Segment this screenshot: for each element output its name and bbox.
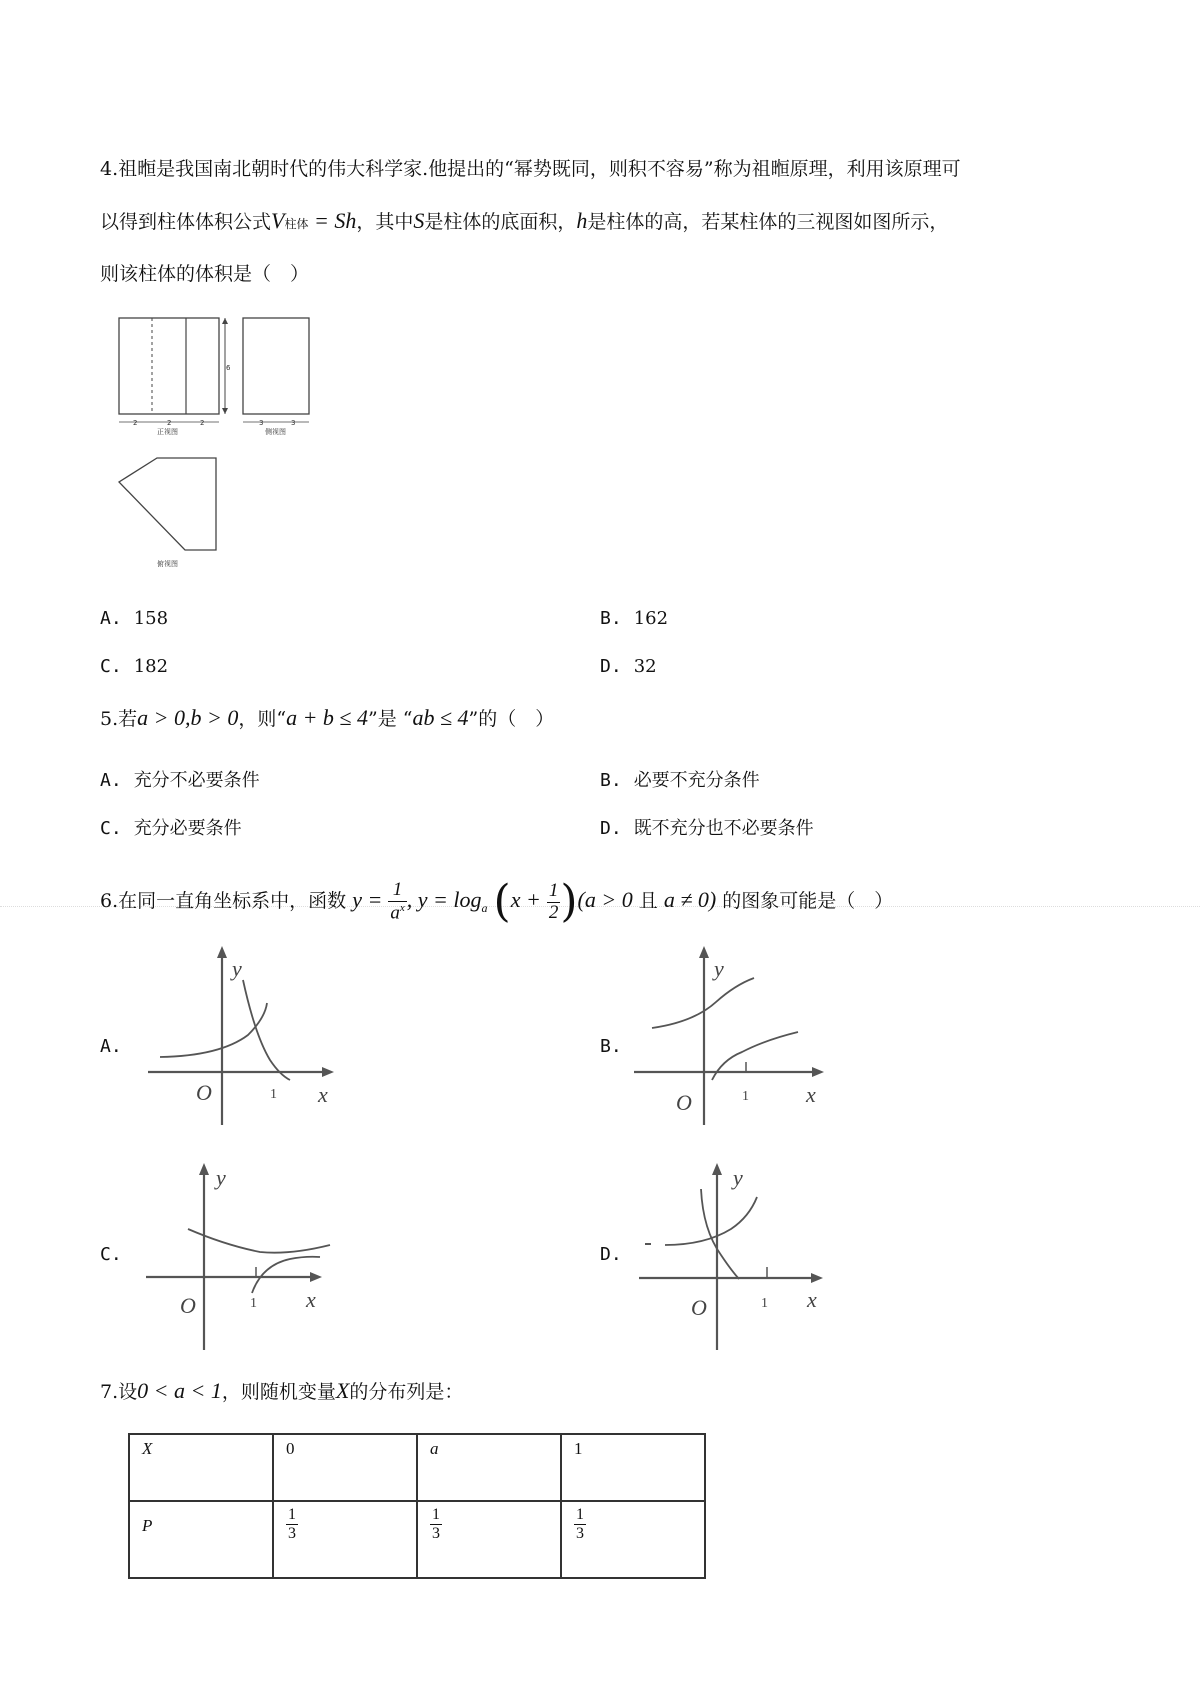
q5-mid1: ，则“	[238, 708, 287, 730]
q5-cond: a > 0,b > 0	[137, 705, 239, 730]
q4-line3: 则该柱体的体积是（ ）	[100, 263, 310, 285]
p-num: 1	[432, 1506, 440, 1523]
tick-label: 1	[742, 1089, 749, 1104]
q5-option-b[interactable]	[600, 766, 760, 792]
q5-option-c[interactable]	[100, 814, 242, 840]
q5-expr2: ab ≤ 4	[412, 705, 469, 730]
table-cell: 1	[561, 1434, 705, 1501]
origin-label: O	[180, 1293, 196, 1318]
tick-label: 1	[761, 1296, 768, 1311]
q4-line2-b: ，其中	[356, 211, 414, 233]
p-den: 3	[288, 1524, 296, 1542]
origin-label: O	[196, 1080, 212, 1105]
option-letter: C.	[100, 818, 122, 839]
q6-option-c-letter[interactable]: C.	[100, 1244, 122, 1265]
table-cell: X	[129, 1434, 273, 1501]
option-letter: D.	[600, 656, 622, 677]
formula-V: V	[271, 208, 285, 233]
table-cell: 0	[273, 1434, 417, 1501]
q4-line2-c: 是柱体的底面积，	[424, 211, 577, 233]
q6-option-d-letter[interactable]: D.	[600, 1244, 622, 1265]
axis-x-label: x	[806, 1082, 816, 1107]
q6-suffix: 的图象可能是（ ）	[722, 890, 894, 912]
option-text: 充分必要条件	[133, 818, 242, 839]
frac2-den: 2	[548, 901, 559, 923]
table-row	[129, 1434, 705, 1501]
q5-prefix: 5.若	[100, 708, 138, 730]
top-view-label: 俯视图	[157, 560, 178, 568]
q5-suffix: ”的（ ）	[468, 708, 555, 730]
axis-y-label: y	[733, 1165, 743, 1190]
table-cell: a	[417, 1434, 561, 1501]
curve-decreasing	[243, 980, 290, 1080]
q4-option-c[interactable]	[100, 656, 168, 677]
option-letter: A.	[100, 770, 122, 791]
option-text: 158	[133, 608, 169, 629]
q5-stem	[100, 703, 554, 734]
height-dim-label: 6	[226, 364, 231, 372]
side-view-rect	[243, 318, 309, 414]
q6-log: , y = log	[406, 887, 482, 912]
q4-line1: 4.祖暅是我国南北朝时代的伟大科学家.他提出的“幂势既同，则积不容易”称为祖暅原理，利用该原理可	[100, 158, 961, 180]
p-num: 1	[288, 1506, 296, 1523]
q6-y-eq: y =	[352, 887, 383, 912]
frac1-num: 1	[388, 880, 406, 902]
q6-graph-b[interactable]	[630, 940, 830, 1130]
q6-stem: 6.在同一直角坐标系中，函数 y = $\frac{1}{a^x}$ , $y = \log_a (x$ + $\frac{1}{2}$ )(a > 0 且 a ≠ 0) 的图象可能是（ ）	[100, 876, 894, 927]
q4-option-a[interactable]	[100, 608, 168, 629]
q7-prefix: 7.设	[100, 1381, 138, 1403]
q5-expr1: a + b ≤ 4	[286, 705, 368, 730]
formula-rest: = Sh	[308, 208, 357, 233]
origin-label: O	[676, 1090, 692, 1115]
q4-line2-d: 是柱体的高，若某柱体的三视图如图所示，	[587, 211, 949, 233]
side-dim-2: 3	[291, 419, 296, 427]
top-view-pentagon	[119, 458, 216, 550]
frac2-num: 1	[548, 879, 559, 901]
option-text: 充分不必要条件	[133, 770, 260, 791]
frac1-den: a	[390, 902, 400, 924]
p-den: 3	[576, 1524, 584, 1542]
tick-label: 1	[270, 1087, 277, 1102]
q4-option-d[interactable]	[600, 656, 657, 677]
axis-y-label: y	[216, 1165, 226, 1190]
tick-label: 1	[250, 1296, 257, 1311]
var-h: h	[576, 208, 588, 233]
q4-option-b[interactable]	[600, 608, 668, 629]
table-cell	[561, 1501, 705, 1578]
option-text: 182	[133, 656, 169, 677]
side-view-label: 侧视图	[265, 428, 286, 436]
table-cell	[273, 1501, 417, 1578]
option-text: 32	[633, 656, 657, 677]
q5-option-d[interactable]	[600, 814, 814, 840]
option-text: 162	[633, 608, 669, 629]
q6-prefix: 6.在同一直角坐标系中，函数	[100, 890, 347, 912]
q6-cond2: a ≠ 0)	[663, 887, 717, 912]
q7-suffix: 的分布列是：	[349, 1381, 464, 1403]
axis-y-label: y	[232, 956, 242, 981]
q5-mid2: ”是 “	[367, 708, 413, 730]
q6-log-base: a	[481, 900, 488, 915]
q5-option-a[interactable]	[100, 766, 260, 792]
option-letter: B.	[600, 608, 622, 629]
q6-frac1	[388, 880, 406, 924]
axis-y-label: y	[714, 956, 724, 981]
q4-line2-a: 以得到柱体体积公式	[100, 211, 272, 233]
q6-cond: (a > 0	[577, 887, 633, 912]
front-dim-2: 2	[167, 419, 172, 427]
distribution-table	[128, 1433, 706, 1579]
q4-line2	[100, 206, 948, 239]
front-view-rect	[119, 318, 219, 414]
option-text: 既不充分也不必要条件	[633, 818, 814, 839]
q6-option-b-letter[interactable]: B.	[600, 1036, 622, 1057]
q6-graph-a[interactable]	[140, 940, 340, 1130]
q6-frac2-lead: x +	[510, 887, 541, 912]
q6-option-a-letter[interactable]: A.	[100, 1036, 122, 1057]
var-S: S	[413, 208, 425, 233]
table-cell	[417, 1501, 561, 1578]
q7-cond: 0 < a < 1	[137, 1378, 222, 1403]
table-cell: P	[129, 1501, 273, 1578]
option-letter: A.	[100, 608, 122, 629]
curve-exp-decreasing	[188, 1229, 330, 1253]
q6-graph-c[interactable]	[140, 1155, 340, 1355]
q6-frac2	[547, 881, 561, 924]
option-letter: C.	[100, 656, 122, 677]
q7-var: X	[335, 1378, 350, 1403]
table-row	[129, 1501, 705, 1578]
q7-stem	[100, 1376, 463, 1407]
option-letter: D.	[600, 818, 622, 839]
q6-graph-d[interactable]	[635, 1155, 835, 1355]
front-dim-3: 2	[200, 419, 205, 427]
side-dim-1: 3	[259, 419, 264, 427]
axis-x-label: x	[318, 1082, 328, 1107]
axis-x-label: x	[306, 1287, 316, 1312]
q7-mid: ，则随机变量	[221, 1381, 336, 1403]
three-view-figure	[105, 300, 335, 590]
option-text: 必要不充分条件	[633, 770, 760, 791]
formula-sub: 柱体	[284, 217, 309, 231]
axis-x-label: x	[807, 1287, 817, 1312]
front-dim-1: 2	[133, 419, 138, 427]
front-view-label: 正视图	[157, 428, 178, 436]
frac1-den-sup: x	[399, 901, 405, 914]
p-den: 3	[432, 1524, 440, 1542]
p-num: 1	[576, 1506, 584, 1523]
option-letter: B.	[600, 770, 622, 791]
q6-cond-and: 且	[638, 890, 658, 912]
origin-label: O	[691, 1295, 707, 1320]
